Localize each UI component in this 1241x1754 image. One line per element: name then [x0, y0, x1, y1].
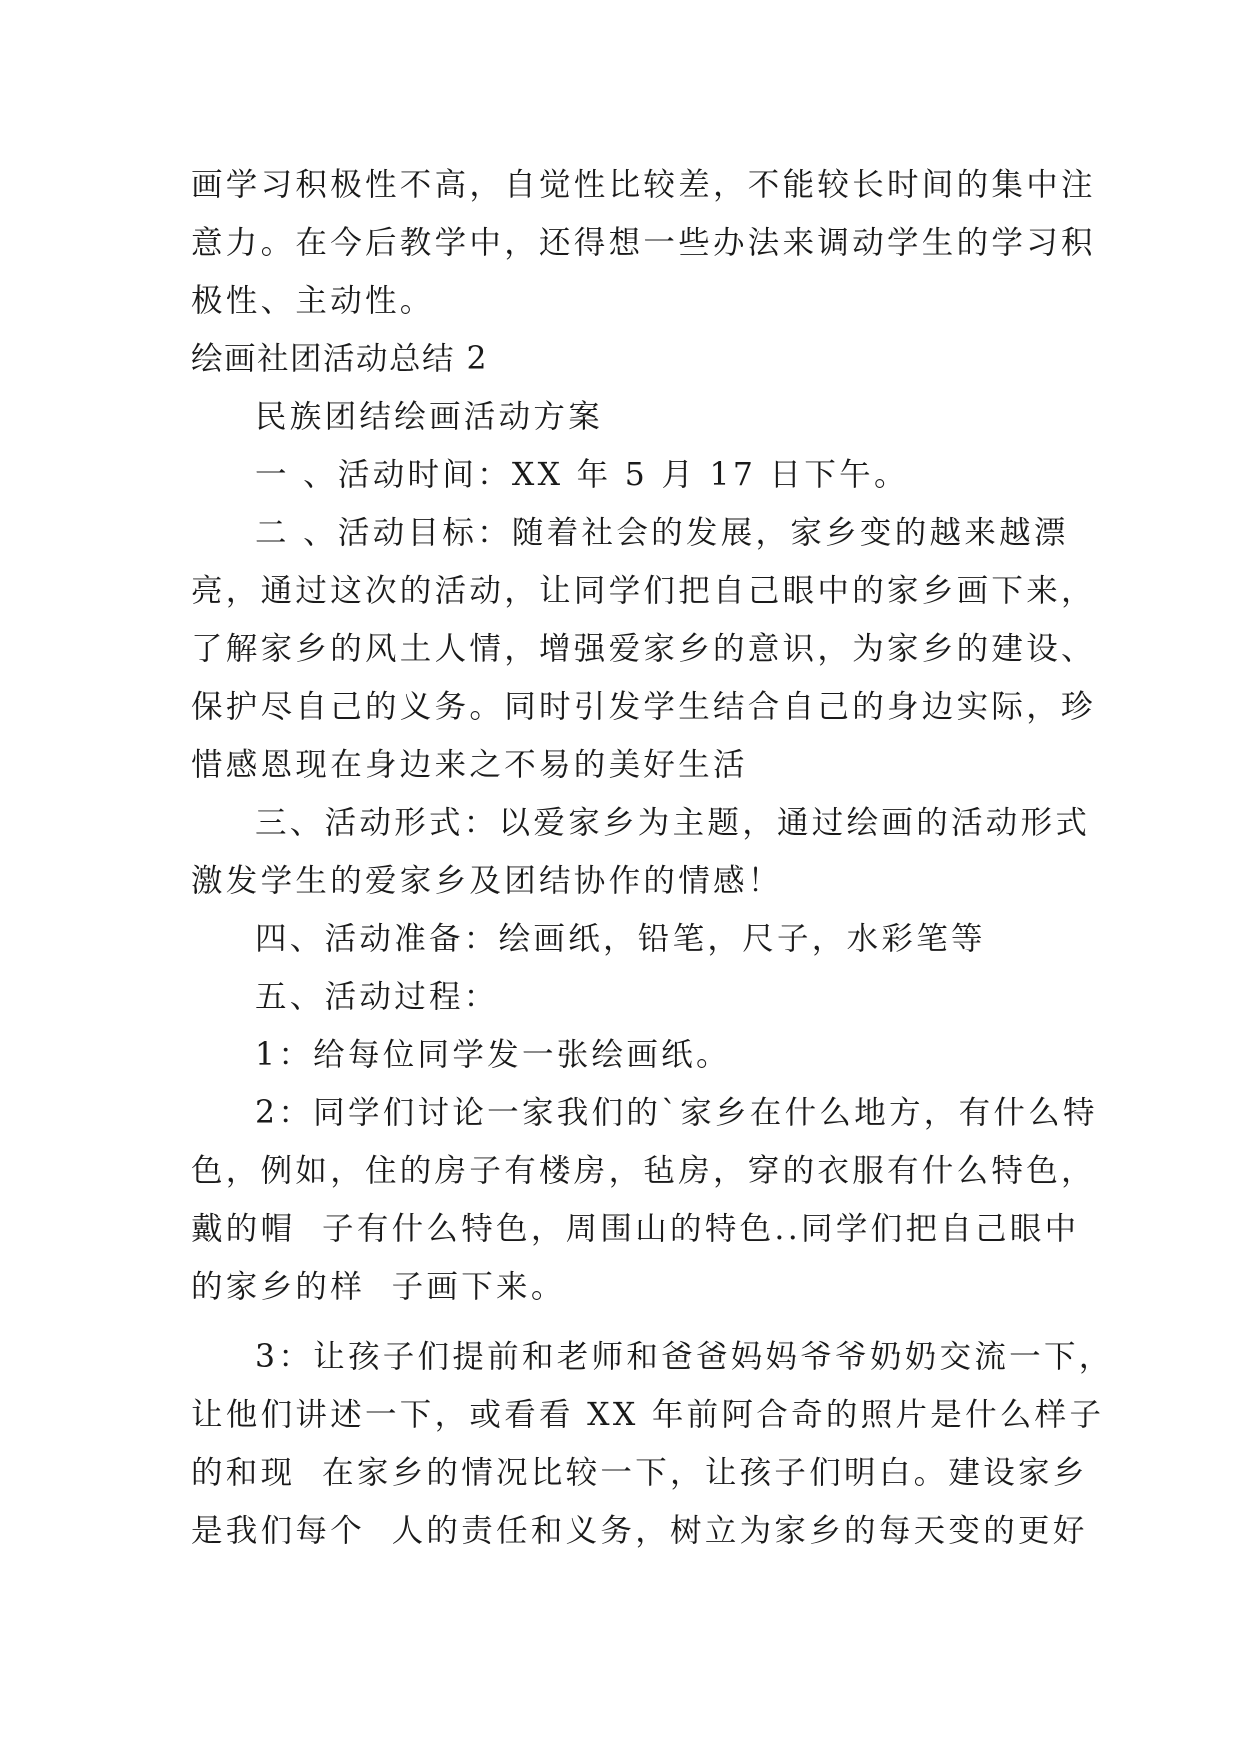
step-2-line: 的家乡的样 子画下来。 — [191, 1269, 566, 1305]
item-goal-line: 亮，通过这次的活动，让同学们把自己眼中的家乡画下来， — [191, 573, 1096, 609]
item-form-line: 三、活动形式：以爱家乡为主题，通过绘画的活动形式 — [255, 805, 1091, 841]
item-prep: 四、活动准备：绘画纸，铅笔，尺子，水彩笔等 — [255, 921, 986, 957]
item-form-line: 激发学生的爱家乡及团结协作的情感！ — [191, 863, 783, 899]
step-3-line: 是我们每个 人的责任和义务，树立为家乡的每天变的更好 — [191, 1513, 1088, 1549]
item-goal-line: 二 、活动目标：随着社会的发展，家乡变的越来越漂 — [255, 515, 1069, 551]
paragraph-gap — [191, 1316, 1061, 1328]
step-2-line: 2：同学们讨论一家我们的`家乡在什么地方，有什么特 — [255, 1095, 1098, 1131]
intro-line: 极性、主动性。 — [191, 283, 435, 319]
item-time: 一 、活动时间：XX 年 5 月 17 日下午。 — [255, 457, 909, 493]
item-goal-line: 惜感恩现在身边来之不易的美好生活 — [191, 747, 748, 783]
intro-line: 画学习积极性不高，自觉性比较差，不能较长时间的集中注 — [191, 167, 1096, 203]
step-3-line: 的和现 在家乡的情况比较一下，让孩子们明白。建设家乡 — [191, 1455, 1088, 1491]
section-title: 绘画社团活动总结 2 — [191, 341, 489, 377]
step-2-line: 色，例如，住的房子有楼房，毡房，穿的衣服有什么特色， — [191, 1153, 1096, 1189]
item-goal-line: 保护尽自己的义务。同时引发学生结合自己的身边实际，珍 — [191, 689, 1096, 725]
item-process: 五、活动过程： — [255, 979, 499, 1015]
plan-title: 民族团结绘画活动方案 — [255, 399, 604, 435]
step-3-line: 3：让孩子们提前和老师和爸爸妈妈爷爷奶奶交流一下， — [255, 1339, 1114, 1375]
step-3-line: 让他们讲述一下，或看看 XX 年前阿合奇的照片是什么样子 — [191, 1397, 1105, 1433]
intro-line: 意力。在今后教学中，还得想一些办法来调动学生的学习积 — [191, 225, 1096, 261]
document-body — [191, 156, 1114, 1560]
step-2-line: 戴的帽 子有什么特色，周围山的特色..同学们把自己眼中 — [191, 1211, 1080, 1247]
step-1: 1：给每位同学发一张绘画纸。 — [255, 1037, 731, 1073]
item-goal-line: 了解家乡的风土人情，增强爱家乡的意识，为家乡的建设、 — [191, 631, 1096, 667]
